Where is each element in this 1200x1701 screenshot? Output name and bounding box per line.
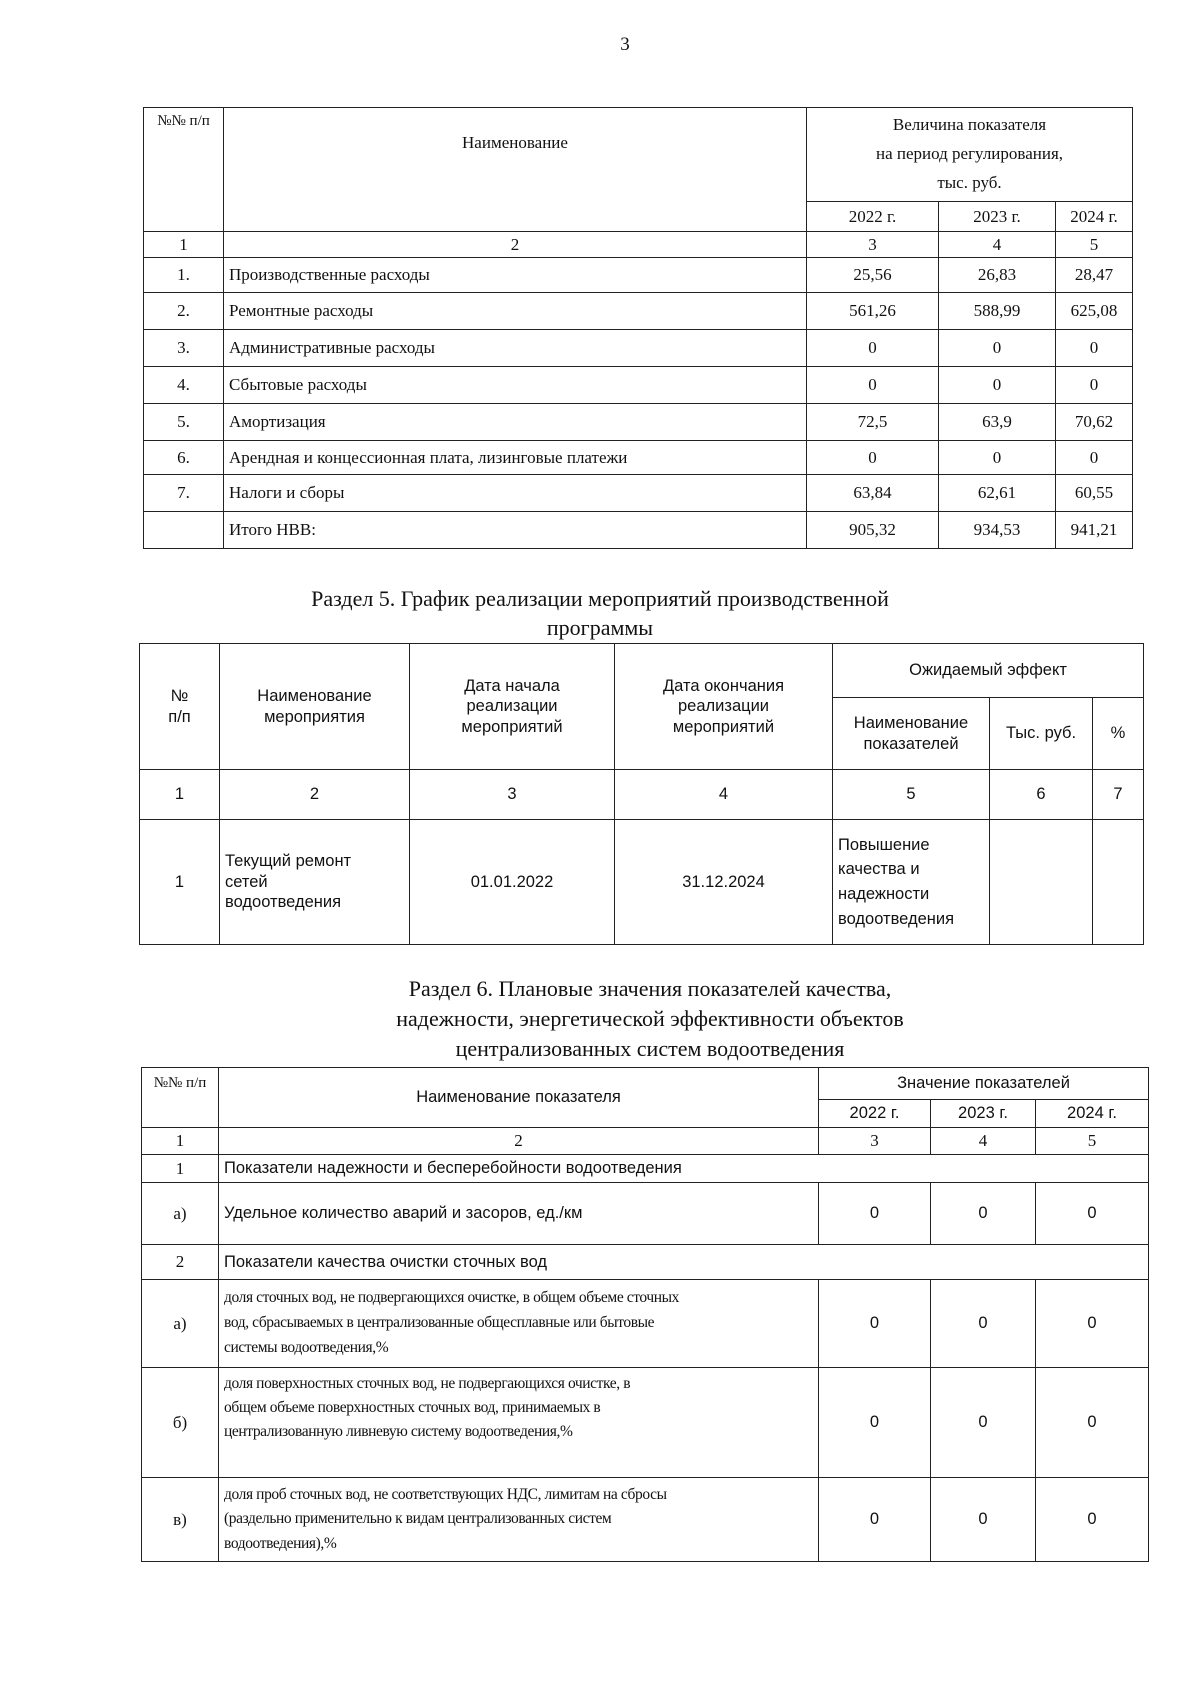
table-row <box>144 404 1133 441</box>
header-indicator-values: Значение показателей <box>819 1068 1149 1100</box>
cell-line: сетей <box>225 872 268 891</box>
row-value: 0 <box>807 367 939 404</box>
group-num: 1 <box>142 1155 219 1183</box>
schedule-table <box>139 643 1144 945</box>
row-value: 28,47 <box>1056 258 1133 293</box>
header-year: 2022 г. <box>819 1100 931 1128</box>
row-value: 0 <box>1036 1280 1149 1368</box>
row-value: 0 <box>1056 330 1133 367</box>
row-name: Налоги и сборы <box>224 475 807 512</box>
table-row <box>144 293 1133 330</box>
header-line: п/п <box>168 707 191 726</box>
row-num: 4. <box>144 367 224 404</box>
header-year: 2022 г. <box>807 202 939 232</box>
header-line: реализации <box>678 697 769 716</box>
row-num: а) <box>142 1280 219 1368</box>
row-value: 0 <box>1036 1368 1149 1478</box>
group-row <box>142 1245 1149 1280</box>
row-value: 0 <box>1036 1183 1149 1245</box>
header-percent: % <box>1093 698 1144 770</box>
header-year: 2024 г. <box>1056 202 1133 232</box>
row-value: 0 <box>1036 1478 1149 1562</box>
row-value: 0 <box>939 330 1056 367</box>
cell-line: системы водоотведения,% <box>224 1338 389 1356</box>
index-cell: 4 <box>939 232 1056 258</box>
section-title-line: программы <box>546 615 654 641</box>
header-thousand-rub: Тыс. руб. <box>990 698 1093 770</box>
header-indicator-name: Наименование показателя <box>219 1068 819 1128</box>
table-row <box>144 367 1133 404</box>
group-num: 2 <box>142 1245 219 1280</box>
row-indicators <box>833 820 990 945</box>
row-value: 934,53 <box>939 512 1056 549</box>
nvv-table <box>143 107 1133 549</box>
row-value: 72,5 <box>807 404 939 441</box>
row-num: 7. <box>144 475 224 512</box>
section-title-line: Раздел 5. График реализации мероприятий производственной <box>311 586 889 611</box>
header-num: №№ п/п <box>144 108 224 232</box>
header-measure-name <box>220 644 410 770</box>
cell-line: водоотведения),% <box>224 1534 337 1552</box>
row-num: 6. <box>144 441 224 475</box>
row-value: 63,9 <box>939 404 1056 441</box>
cell-line: вод, сбрасываемых в централизованные общесплавные или бытовые <box>224 1314 655 1332</box>
row-name: Сбытовые расходы <box>224 367 807 404</box>
row-name: Административные расходы <box>224 330 807 367</box>
header-line: мероприятия <box>264 707 365 726</box>
cell-line: Текущий ремонт <box>225 852 352 871</box>
index-cell: 4 <box>931 1128 1036 1155</box>
index-cell: 1 <box>142 1128 219 1155</box>
cell-line: водоотведения <box>838 909 955 928</box>
group-title: Показатели надежности и бесперебойности водоотведения <box>219 1155 1149 1183</box>
row-name <box>219 1368 819 1478</box>
cell-line: общем объеме поверхностных сточных вод, принимаемых в <box>224 1399 601 1417</box>
row-thousand-rub <box>990 820 1093 945</box>
row-percent <box>1093 820 1144 945</box>
table-row <box>142 1478 1149 1562</box>
group-title: Показатели качества очистки сточных вод <box>219 1245 1149 1280</box>
header-value-line: тыс. руб. <box>937 172 1002 192</box>
header-num <box>140 644 220 770</box>
row-measure-name <box>220 820 410 945</box>
header-line: Дата начала <box>464 676 560 695</box>
row-value: 0 <box>931 1478 1036 1562</box>
total-row <box>144 512 1133 549</box>
section-title-line: Раздел 6. Плановые значения показателей качества, <box>408 976 892 1001</box>
table-row <box>144 258 1133 293</box>
index-cell: 3 <box>410 770 615 820</box>
row-value: 60,55 <box>1056 475 1133 512</box>
row-value: 62,61 <box>939 475 1056 512</box>
index-cell: 5 <box>833 770 990 820</box>
index-cell: 5 <box>1036 1128 1149 1155</box>
group-row <box>142 1155 1149 1183</box>
table-row <box>144 441 1133 475</box>
header-year: 2024 г. <box>1036 1100 1149 1128</box>
cell-line: централизованную ливневую систему водоотведения,% <box>224 1423 573 1441</box>
header-value-line: Величина показателя <box>892 115 1047 135</box>
row-value: 0 <box>1056 367 1133 404</box>
cell-line: доля проб сточных вод, не соответствующих НДС, лимитам на сбросы <box>224 1486 667 1504</box>
cell-line: доля поверхностных сточных вод, не подвергающихся очистке, в <box>224 1375 631 1392</box>
header-line: № <box>170 686 189 705</box>
row-value: 0 <box>819 1183 931 1245</box>
header-start-date <box>410 644 615 770</box>
row-value: 0 <box>931 1368 1036 1478</box>
row-num <box>144 512 224 549</box>
table-row <box>140 820 1144 945</box>
index-cell: 2 <box>219 1128 819 1155</box>
header-indicators <box>833 698 990 770</box>
table-row <box>144 475 1133 512</box>
index-cell: 7 <box>1093 770 1144 820</box>
section-title-line: надежности, энергетической эффективности объектов <box>396 1005 904 1031</box>
row-num: в) <box>142 1478 219 1562</box>
header-name: Наименование <box>224 108 807 232</box>
row-num: 2. <box>144 293 224 330</box>
row-name: Удельное количество аварий и засоров, ед./км <box>219 1183 819 1245</box>
cell-line: водоотведения <box>225 893 342 912</box>
header-line: Дата окончания <box>662 676 785 695</box>
header-line: реализации <box>466 697 558 716</box>
row-value: 0 <box>939 441 1056 475</box>
section5-title <box>0 584 1200 643</box>
cell-line: доля сточных вод, не подвергающихся очистке, в общем объеме сточных <box>224 1289 680 1307</box>
row-value: 0 <box>939 367 1056 404</box>
cell-line: надежности <box>838 885 930 903</box>
row-name: Итого НВВ: <box>224 512 807 549</box>
row-value: 588,99 <box>939 293 1056 330</box>
row-value: 0 <box>931 1183 1036 1245</box>
row-end-date: 31.12.2024 <box>615 820 833 945</box>
table-row <box>144 330 1133 367</box>
section-title-line: централизованных систем водоотведения <box>455 1035 845 1061</box>
row-num: 1. <box>144 258 224 293</box>
row-name: Арендная и концессионная плата, лизинговые платежи <box>224 441 807 475</box>
index-cell: 2 <box>220 770 410 820</box>
row-value: 625,08 <box>1056 293 1133 330</box>
row-num: 1 <box>140 820 220 945</box>
row-num: а) <box>142 1183 219 1245</box>
header-line: Наименование <box>257 686 372 705</box>
header-year: 2023 г. <box>931 1100 1036 1128</box>
row-name: Ремонтные расходы <box>224 293 807 330</box>
row-name: Амортизация <box>224 404 807 441</box>
quality-indicators-table <box>141 1067 1149 1562</box>
header-value-line: на период регулирования, <box>876 144 1064 164</box>
header-year: 2023 г. <box>939 202 1056 232</box>
row-value: 70,62 <box>1056 404 1133 441</box>
row-value: 0 <box>931 1280 1036 1368</box>
row-value: 0 <box>807 441 939 475</box>
table-row <box>142 1368 1149 1478</box>
page-number: 3 <box>620 34 630 55</box>
header-line: мероприятий <box>461 717 563 736</box>
cell-line: (раздельно применительно к видам централизованных систем <box>224 1510 612 1528</box>
row-value: 941,21 <box>1056 512 1133 549</box>
row-value: 0 <box>1056 441 1133 475</box>
header-num: №№ п/п <box>142 1068 219 1128</box>
row-start-date: 01.01.2022 <box>410 820 615 945</box>
row-num: б) <box>142 1368 219 1478</box>
table-row <box>142 1183 1149 1245</box>
header-expected-effect: Ожидаемый эффект <box>833 644 1144 698</box>
row-num: 3. <box>144 330 224 367</box>
row-name: Производственные расходы <box>224 258 807 293</box>
index-cell: 3 <box>807 232 939 258</box>
header-line: мероприятий <box>672 717 775 736</box>
row-value: 0 <box>819 1478 931 1562</box>
row-num: 5. <box>144 404 224 441</box>
index-cell: 3 <box>819 1128 931 1155</box>
row-value: 26,83 <box>939 258 1056 293</box>
index-cell: 2 <box>224 232 807 258</box>
index-cell: 1 <box>144 232 224 258</box>
header-line: показателей <box>863 734 959 753</box>
index-cell: 6 <box>990 770 1093 820</box>
header-end-date <box>615 644 833 770</box>
header-value <box>807 108 1133 202</box>
row-value: 561,26 <box>807 293 939 330</box>
section6-title <box>0 974 1200 1064</box>
row-value: 25,56 <box>807 258 939 293</box>
row-value: 905,32 <box>807 512 939 549</box>
row-value: 0 <box>807 330 939 367</box>
row-name <box>219 1280 819 1368</box>
index-cell: 5 <box>1056 232 1133 258</box>
header-line: Наименование <box>853 713 969 732</box>
row-value: 0 <box>819 1368 931 1478</box>
cell-line: Повышение <box>838 835 930 854</box>
index-cell: 1 <box>140 770 220 820</box>
cell-line: качества и <box>838 860 920 879</box>
row-name <box>219 1478 819 1562</box>
index-cell: 4 <box>615 770 833 820</box>
table-row <box>142 1280 1149 1368</box>
row-value: 0 <box>819 1280 931 1368</box>
row-value: 63,84 <box>807 475 939 512</box>
